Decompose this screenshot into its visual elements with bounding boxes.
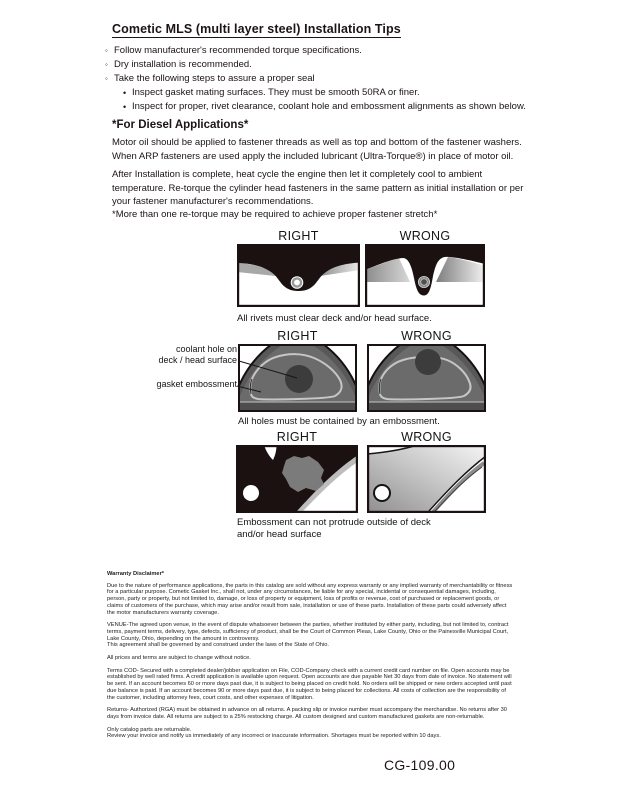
caption-line: and/or head surface: [237, 529, 322, 540]
sub-tip-item: [105, 100, 545, 114]
tip-item: [105, 44, 545, 58]
page-title: Cometic MLS (multi layer steel) Installation Tips: [112, 22, 401, 36]
diesel-applications-heading: *For Diesel Applications*: [112, 119, 249, 131]
disclaimer-paragraph: All prices and terms are subject to change without notice.: [107, 655, 251, 662]
solid-bullet-icon: •: [123, 102, 127, 112]
rivet-right-diagram: [237, 244, 360, 307]
tip-item: [105, 58, 545, 72]
fig3-caption: [237, 517, 467, 541]
gasket-embossment-callout: gasket embossment: [156, 379, 237, 389]
hollow-bullet-icon: ◦: [105, 60, 108, 69]
tip-text: Follow manufacturer's recommended torque specifications.: [114, 45, 362, 56]
disclaimer-paragraph: Returns- Authorized (RGA) must be obtained in advance on all returns. A packing slip or invoice number must accompany the merchandise. No returns after 30 days from invoice date. All returns are subject to a 25% restocking charge. All custom designed and custom manufactured gaskets are non-returnable.: [107, 707, 507, 720]
hollow-bullet-icon: ◦: [105, 46, 108, 55]
protrusion-right-diagram: [236, 445, 358, 513]
fig2-wrong-label: WRONG: [401, 329, 452, 343]
diesel-paragraph-2: After Installation is complete, heat cycle the engine then let it completely cool to ambient temperature. Re-torque the cylinder head fasteners in the same pattern as initial installation or per your fastener manufacturer's recommendations.: [112, 169, 524, 207]
callout-line: deck / head surface: [158, 355, 237, 365]
fig2-right-label: RIGHT: [277, 329, 318, 343]
disclaimer-paragraph: Only catalog parts are returnable.: [107, 726, 192, 733]
fig1-wrong-label: WRONG: [399, 229, 451, 243]
tip-item: [105, 72, 545, 86]
callout-line: coolant hole on: [175, 344, 237, 354]
solid-bullet-icon: •: [123, 88, 127, 98]
sub-tip-item: [105, 86, 545, 100]
warranty-disclaimer: [107, 571, 514, 746]
embossment-wrong-diagram: [367, 344, 486, 412]
retorque-note: *More than one re-torque may be required to achieve proper fastener stretch*: [112, 209, 438, 220]
coolant-hole-callout: [98, 344, 237, 366]
diesel-paragraph-1: Motor oil should be applied to fastener threads as well as top and bottom of the fastener washers. When ARP fasteners are used apply the included lubricant (Ultra-Torque®) in place of motor oil.: [112, 137, 522, 162]
disclaimer-paragraph: VENUE-The agreed upon venue, in the event of dispute whatsoever between the parties, whether instituted by either party, including, but not limited to, contract terms, payment terms, delivery, type, defects, sufficiency of product, shall be the Court of Common Pleas, Lake County, Ohio or the Painesville Municipal Court, Lake County, Ohio, depending on the amount in controversy.: [107, 622, 509, 642]
disclaimer-paragraph: Terms COD- Secured with a completed dealer/jobber application on File, COD-Company check with a current credit card number on file. Open accounts may be established by well rated firms. A credit application is available upon request. Open accounts are due payable Net 30 days from date of invoice. No statement will be sent. If an account becomes 60 or more days past due, it is subject to being placed on credit hold. No orders will be shipped or new orders accepted until past due balance is paid. If an account becomes 90 or more days past due, it is subject to being placed for collections. All costs of collection are the responsibility of the customer, including attorney fees, court costs, and other expenses of litigation.: [107, 667, 512, 701]
installation-tips-list: [105, 44, 545, 114]
embossment-right-diagram: [238, 344, 357, 412]
protrusion-wrong-diagram: [367, 445, 486, 513]
tip-text: Inspect gasket mating surfaces. They must be smooth 50RA or finer.: [132, 87, 420, 98]
hollow-bullet-icon: ◦: [105, 74, 108, 83]
disclaimer-paragraph: Due to the nature of performance applications, the parts in this catalog are sold without any express warranty or any implied warranty of merchantability or fitness for a particular purpose. Cometic Gasket Inc., shall not, under any circumstances, be liable for any special, incidental or consequential damages, including, person, party or property, but not limited to, damage, or loss of property or equipment, loss of profits or revenue, cost of purchased or replacement goods, or claims of customers of the purchase, which may arise and/or result from sale, installation or use of these parts. Installation of these parts could adversely affect the motor manufacturers warranty coverage.: [107, 582, 513, 616]
fig1-right-label: RIGHT: [278, 229, 319, 243]
fig2-caption: All holes must be contained by an embossment.: [238, 416, 440, 427]
disclaimer-paragraph: This agreement shall be governed by and construed under the laws of the State of Ohio.: [107, 642, 329, 649]
page-code: CG-109.00: [384, 757, 456, 773]
tip-text: Inspect for proper, rivet clearance, coolant hole and embossment alignments as shown below.: [132, 101, 526, 112]
fig3-wrong-label: WRONG: [401, 430, 452, 444]
tip-text: Take the following steps to assure a proper seal: [114, 73, 315, 84]
fig1-caption: All rivets must clear deck and/or head surface.: [237, 313, 432, 324]
rivet-wrong-diagram: [365, 244, 485, 307]
fig3-right-label: RIGHT: [276, 430, 318, 444]
tip-text: Dry installation is recommended.: [114, 59, 252, 70]
disclaimer-paragraph: Review your invoice and notify us immediately of any incorrect or inaccurate information. Shortages must be reported within 10 days.: [107, 733, 441, 740]
warranty-heading: Warranty Disclaimer*: [107, 571, 165, 577]
caption-line: Embossment can not protrude outside of deck: [237, 517, 431, 528]
